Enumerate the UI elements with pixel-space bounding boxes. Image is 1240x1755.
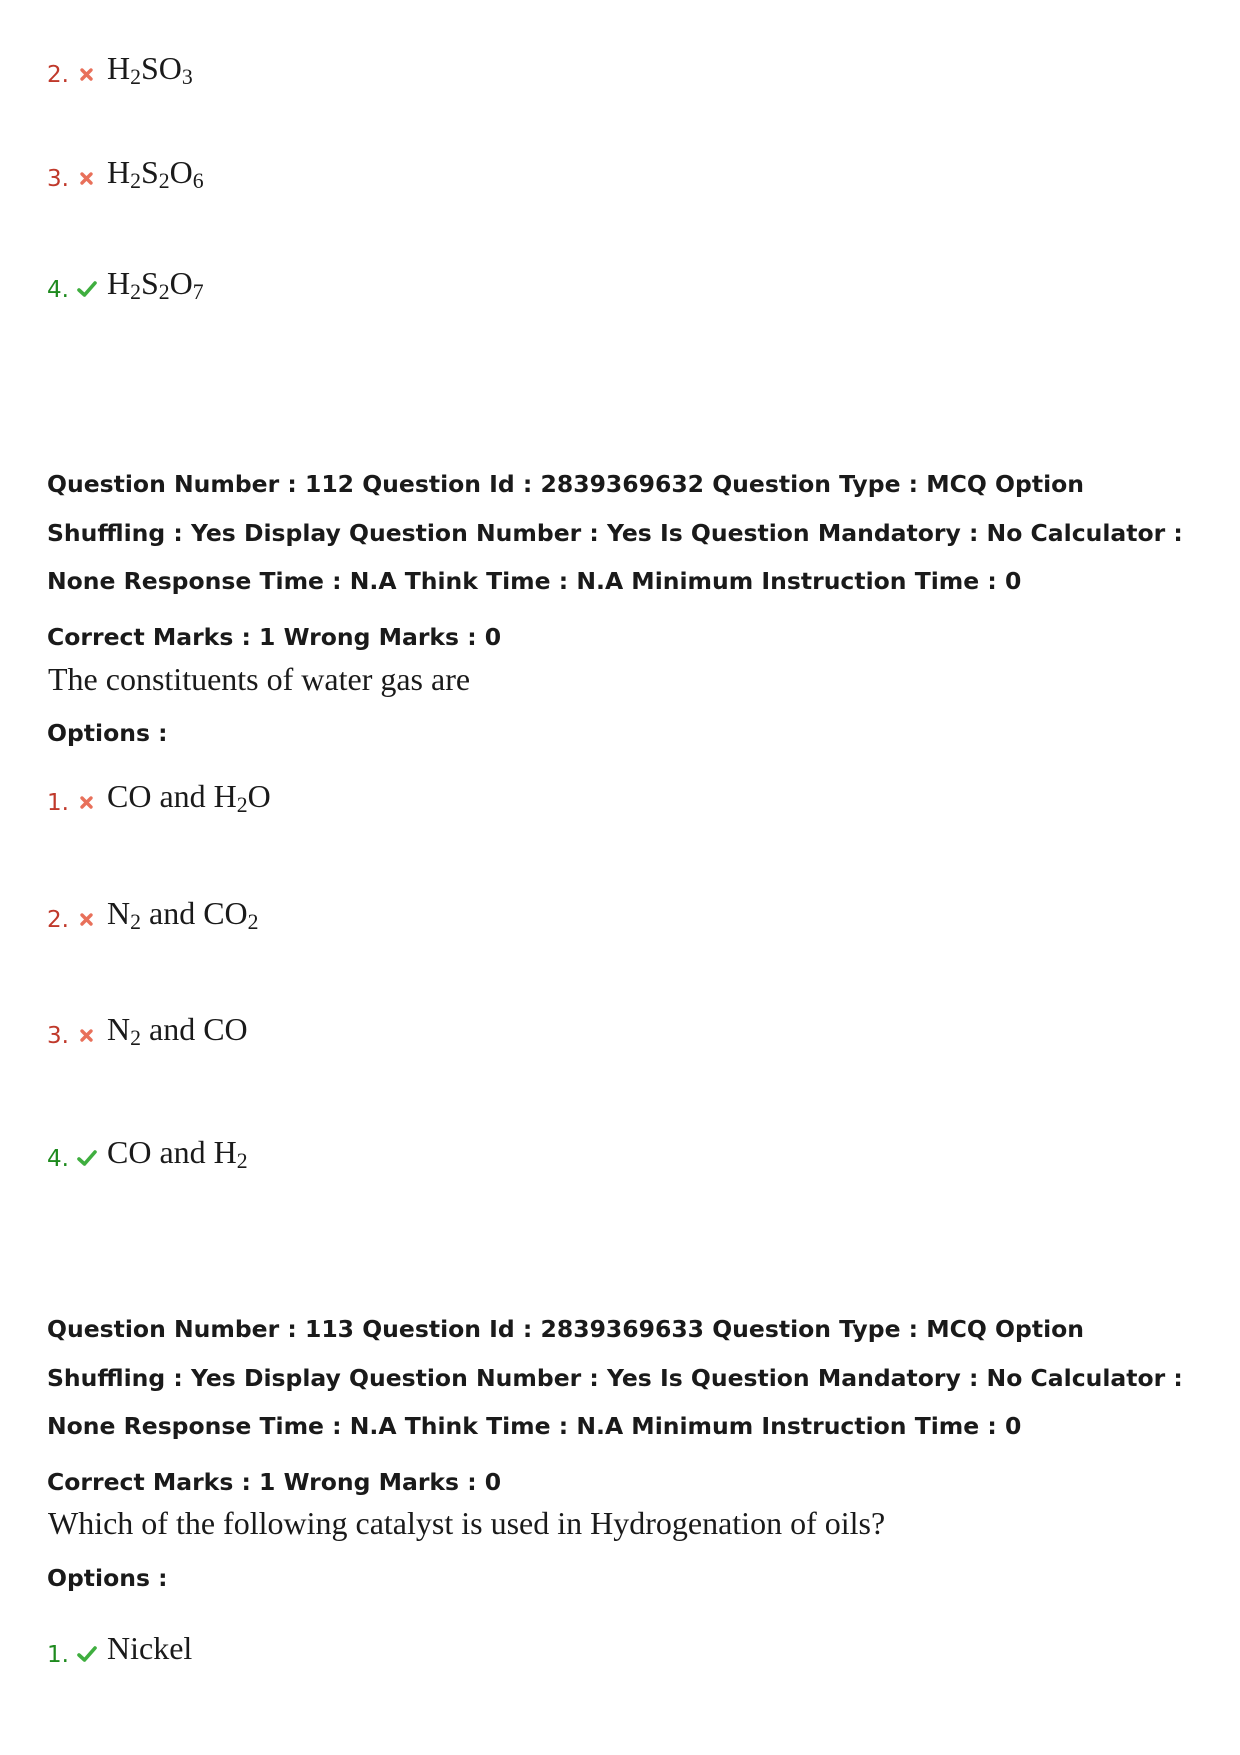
option-number: 1.	[47, 790, 69, 816]
option-text: $H_2S_2O_7$	[107, 265, 204, 304]
cross-icon	[76, 63, 98, 85]
cross-icon	[76, 791, 98, 813]
options-label: Options :	[47, 1564, 168, 1592]
option-text: $N_2$ and $CO_2$	[107, 895, 259, 934]
marks-info: Correct Marks : 1 Wrong Marks : 0	[47, 1468, 502, 1496]
option-text: CO and $H_2$	[107, 1134, 248, 1173]
option-text: CO and $H_2O$	[107, 778, 271, 817]
option-number: 2.	[47, 907, 69, 933]
check-icon	[76, 278, 98, 300]
option-number: 3.	[47, 1023, 69, 1049]
cross-icon	[76, 1024, 98, 1046]
check-icon	[76, 1643, 98, 1665]
options-label: Options :	[47, 719, 168, 747]
option-text: $N_2$ and CO	[107, 1011, 248, 1050]
option-number: 2.	[47, 62, 69, 88]
question-metadata: Question Number : 112 Question Id : 2839369632 Question Type : MCQ Option Shuffling : Yes Display Question Number : Yes Is Question Mandatory : No Calculator : None Response Time : N.A Think Time : N.A Minimum Instruction Time : 0	[47, 470, 1183, 595]
option-number: 4.	[47, 1146, 69, 1172]
cross-icon	[76, 908, 98, 930]
question-text: Which of the following catalyst is used in Hydrogenation of oils?	[48, 1505, 886, 1541]
marks-info: Correct Marks : 1 Wrong Marks : 0	[47, 623, 502, 651]
question-metadata: Question Number : 113 Question Id : 2839369633 Question Type : MCQ Option Shuffling : Yes Display Question Number : Yes Is Question Mandatory : No Calculator : None Response Time : N.A Think Time : N.A Minimum Instruction Time : 0	[47, 1315, 1183, 1440]
option-text: $H_2S_2O_6$	[107, 154, 204, 193]
check-icon	[76, 1147, 98, 1169]
question-text: The constituents of water gas are	[48, 661, 471, 697]
option-number: 4.	[47, 277, 69, 303]
option-number: 3.	[47, 166, 69, 192]
option-text: $H_2SO_3$	[107, 50, 193, 89]
option-text: Nickel	[107, 1630, 193, 1666]
cross-icon	[76, 167, 98, 189]
option-number: 1.	[47, 1642, 69, 1668]
